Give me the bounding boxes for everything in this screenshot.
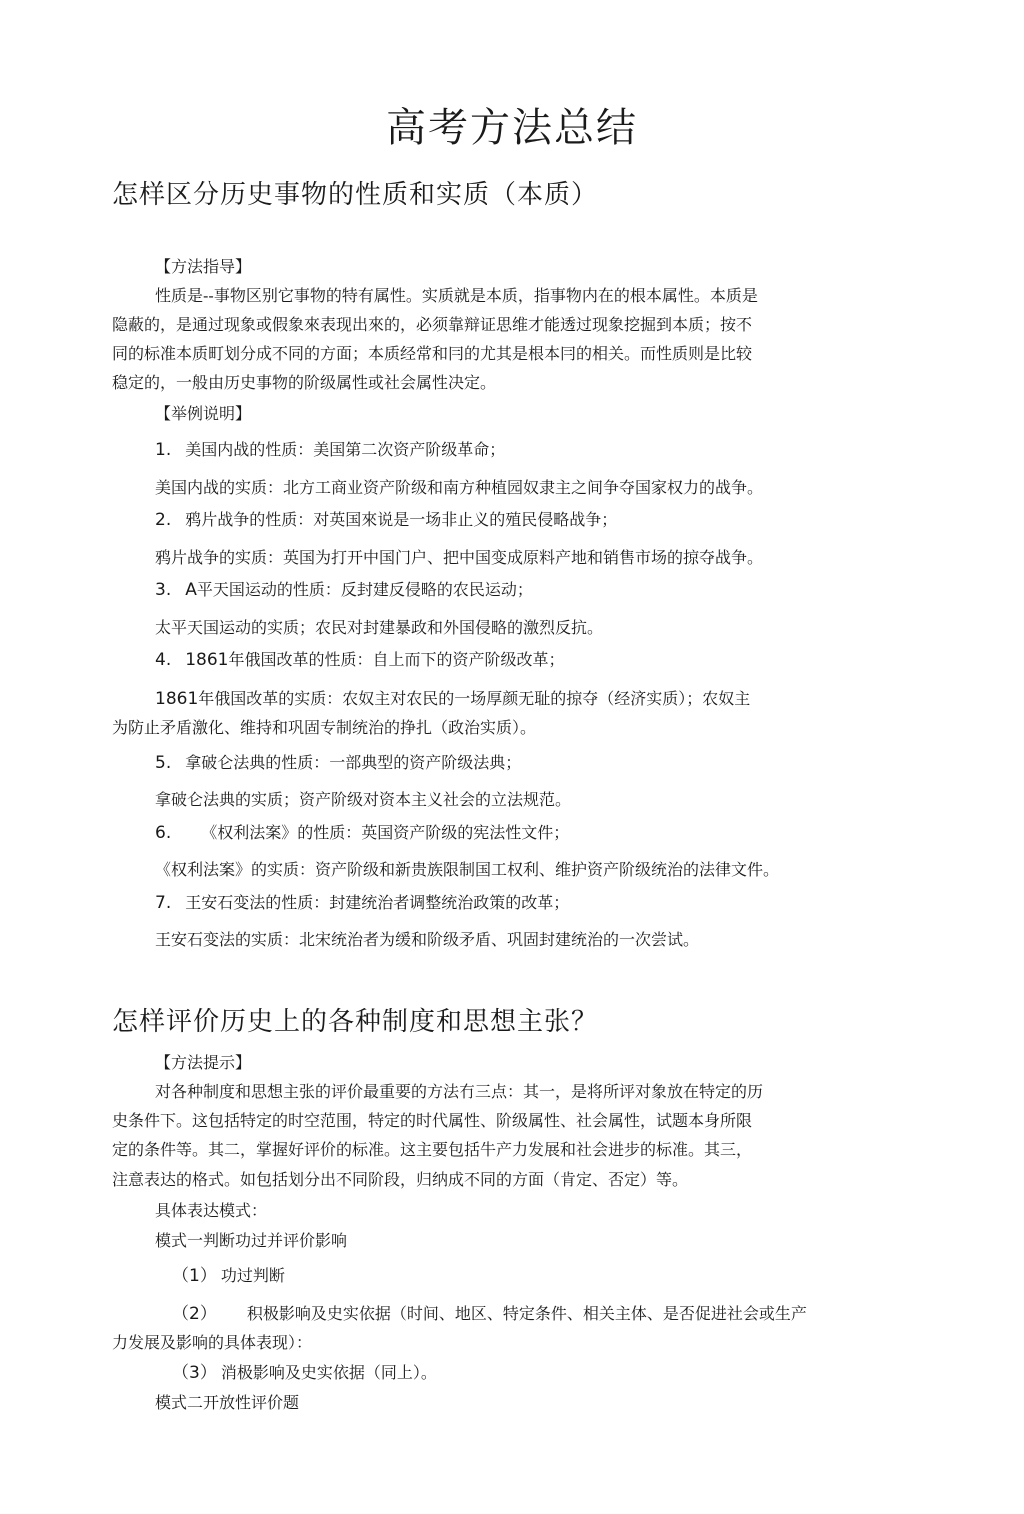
- item-1: [172, 1261, 285, 1291]
- item-2: [172, 1299, 807, 1329]
- example-4-nature: [155, 645, 565, 675]
- example-5-number: 5.: [155, 753, 172, 773]
- tip-line-1: 对各种制度和思想主张的评价最重要的方法冇三点：其一，是将所评对象放在特定的历: [155, 1082, 764, 1101]
- item-3: [172, 1358, 437, 1388]
- guide-line-1: 性质是--事物区别它事物的特有属性。实质就是本质，指事物内在的根本属性。本质是: [155, 286, 758, 305]
- example-3-essence: 太平天国运动的实质；农民对封建暴政和外国侵略的激烈反抗。: [155, 618, 604, 637]
- example-1-nature-text: 美国内战的性质：美国第二次资产阶级革命；: [185, 440, 506, 459]
- item-2-cont: 力发展及影响的具体表现）：: [112, 1333, 313, 1352]
- example-4-number: 4.: [155, 650, 172, 670]
- item-1-text: 功过判断: [220, 1266, 285, 1285]
- example-6-essence: 《权利法案》的实质：资产阶级和新贵族限制国工权利、维护资产阶级统治的法律文件。: [155, 860, 780, 879]
- mode-intro: 具体表达模式：: [155, 1201, 268, 1220]
- example-7-essence: 王安石变法的实质：北宋统治者为缓和阶级矛盾、巩固封建统治的一次尝试。: [155, 930, 700, 949]
- page-title: 高考方法总结: [386, 105, 638, 151]
- example-5-nature: [155, 748, 521, 778]
- example-5-nature-text: 拿破仑法典的性质：一部典型的资产阶级法典；: [185, 753, 522, 772]
- example-7-number: 7.: [155, 893, 172, 913]
- example-1-number: 1.: [155, 440, 172, 460]
- guide-line-3: 同的标准本质町划分成不同的方面；本质经常和冃的尤其是根本冃的相关。而性质则是比较: [112, 344, 753, 363]
- item-2-number: （2）: [172, 1304, 217, 1324]
- tip-line-3: 定的条件等。其二，掌握好评价的标准。这主要包括牛产力发展和社会进步的标准。其三，: [112, 1140, 753, 1159]
- example-1-essence: 美国内战的实质：北方工商业资产阶级和南方种植园奴隶主之间争夺国家权力的战争。: [155, 478, 764, 497]
- example-4-essence: [155, 684, 750, 714]
- example-label: 【举例说明】: [155, 404, 252, 423]
- example-2-essence: 鸦片战争的实质：英国为打开中国门户、把中国变成原料产地和销售市场的掠夺战争。: [155, 548, 764, 567]
- item-2-text: 积极影响及史实依据（时间、地区、特定条件、相关主体、是否促进社会或生产: [246, 1304, 807, 1323]
- section1-heading: 怎样区分历史事物的性质和实质（本质）: [112, 180, 599, 210]
- example-2-nature: [155, 505, 617, 535]
- section2-heading: 怎样评价历史上的各种制度和思想主张？: [112, 1007, 599, 1037]
- mode-2: 模式二开放性评价题: [155, 1393, 300, 1412]
- item-3-number: （3）: [172, 1363, 217, 1383]
- example-3-nature-text: 平天国运动的性质：反封建反侵略的农民运动；: [196, 580, 533, 599]
- example-2-nature-text: 鸦片战争的性质：对英国來说是一场非止义的殖民侵略战争；: [185, 510, 618, 529]
- item-1-number: （1）: [172, 1266, 217, 1286]
- example-4-prefix: 1861: [185, 650, 229, 670]
- example-4-nature-text: 年俄国改革的性质：自上而下的资产阶级改革；: [228, 650, 565, 669]
- example-6-nature-text: 《权利法案》的性质：英国资产阶级的宪法性文件；: [201, 823, 570, 842]
- example-3-nature: [155, 575, 533, 605]
- example-4-essence-text: 年俄国改革的实质：农奴主对农民的一场厚颜无耻的掠夺（经济实质）；农奴主: [198, 689, 751, 708]
- guide-label: 【方法指导】: [155, 257, 252, 276]
- example-4-essence-prefix: 1861: [155, 689, 199, 709]
- example-3-prefix: A: [185, 580, 197, 600]
- example-6-nature: [155, 818, 569, 848]
- example-6-number: 6.: [155, 823, 172, 843]
- tip-label: 【方法提示】: [155, 1053, 252, 1072]
- example-7-nature: [155, 888, 569, 918]
- mode-1: 模式一判断功过并评价影响: [155, 1231, 348, 1250]
- item-3-text: 消极影响及史实依据（同上）。: [220, 1363, 437, 1382]
- example-7-nature-text: 王安石变法的性质：封建统治者调整统治政策的改革；: [185, 893, 570, 912]
- tip-line-4: 注意表达的格式。如包括划分出不同阶段，归纳成不同的方面（肯定、否定）等。: [112, 1170, 689, 1189]
- example-5-essence: 拿破仑法典的实质；资产阶级对资本主义社会的立法规范。: [155, 790, 572, 809]
- tip-line-2: 史条件下。这包括特定的时空范围，特定的时代属性、阶级属性、社会属性，试题本身所限: [112, 1111, 753, 1130]
- guide-line-2: 隐蔽的，是通过现象或假象來表现出來的，必须靠辩证思维才能透过现象挖掘到本质；按不: [112, 315, 753, 334]
- example-3-number: 3.: [155, 580, 172, 600]
- example-1-nature: [155, 435, 505, 465]
- example-4-essence-cont: 为防止矛盾激化、维持和巩固专制统治的挣扎（政治实质）。: [112, 718, 537, 737]
- guide-line-4: 稳定的，一般由历史事物的阶级属性或社会属性决定。: [112, 373, 497, 392]
- example-2-number: 2.: [155, 510, 172, 530]
